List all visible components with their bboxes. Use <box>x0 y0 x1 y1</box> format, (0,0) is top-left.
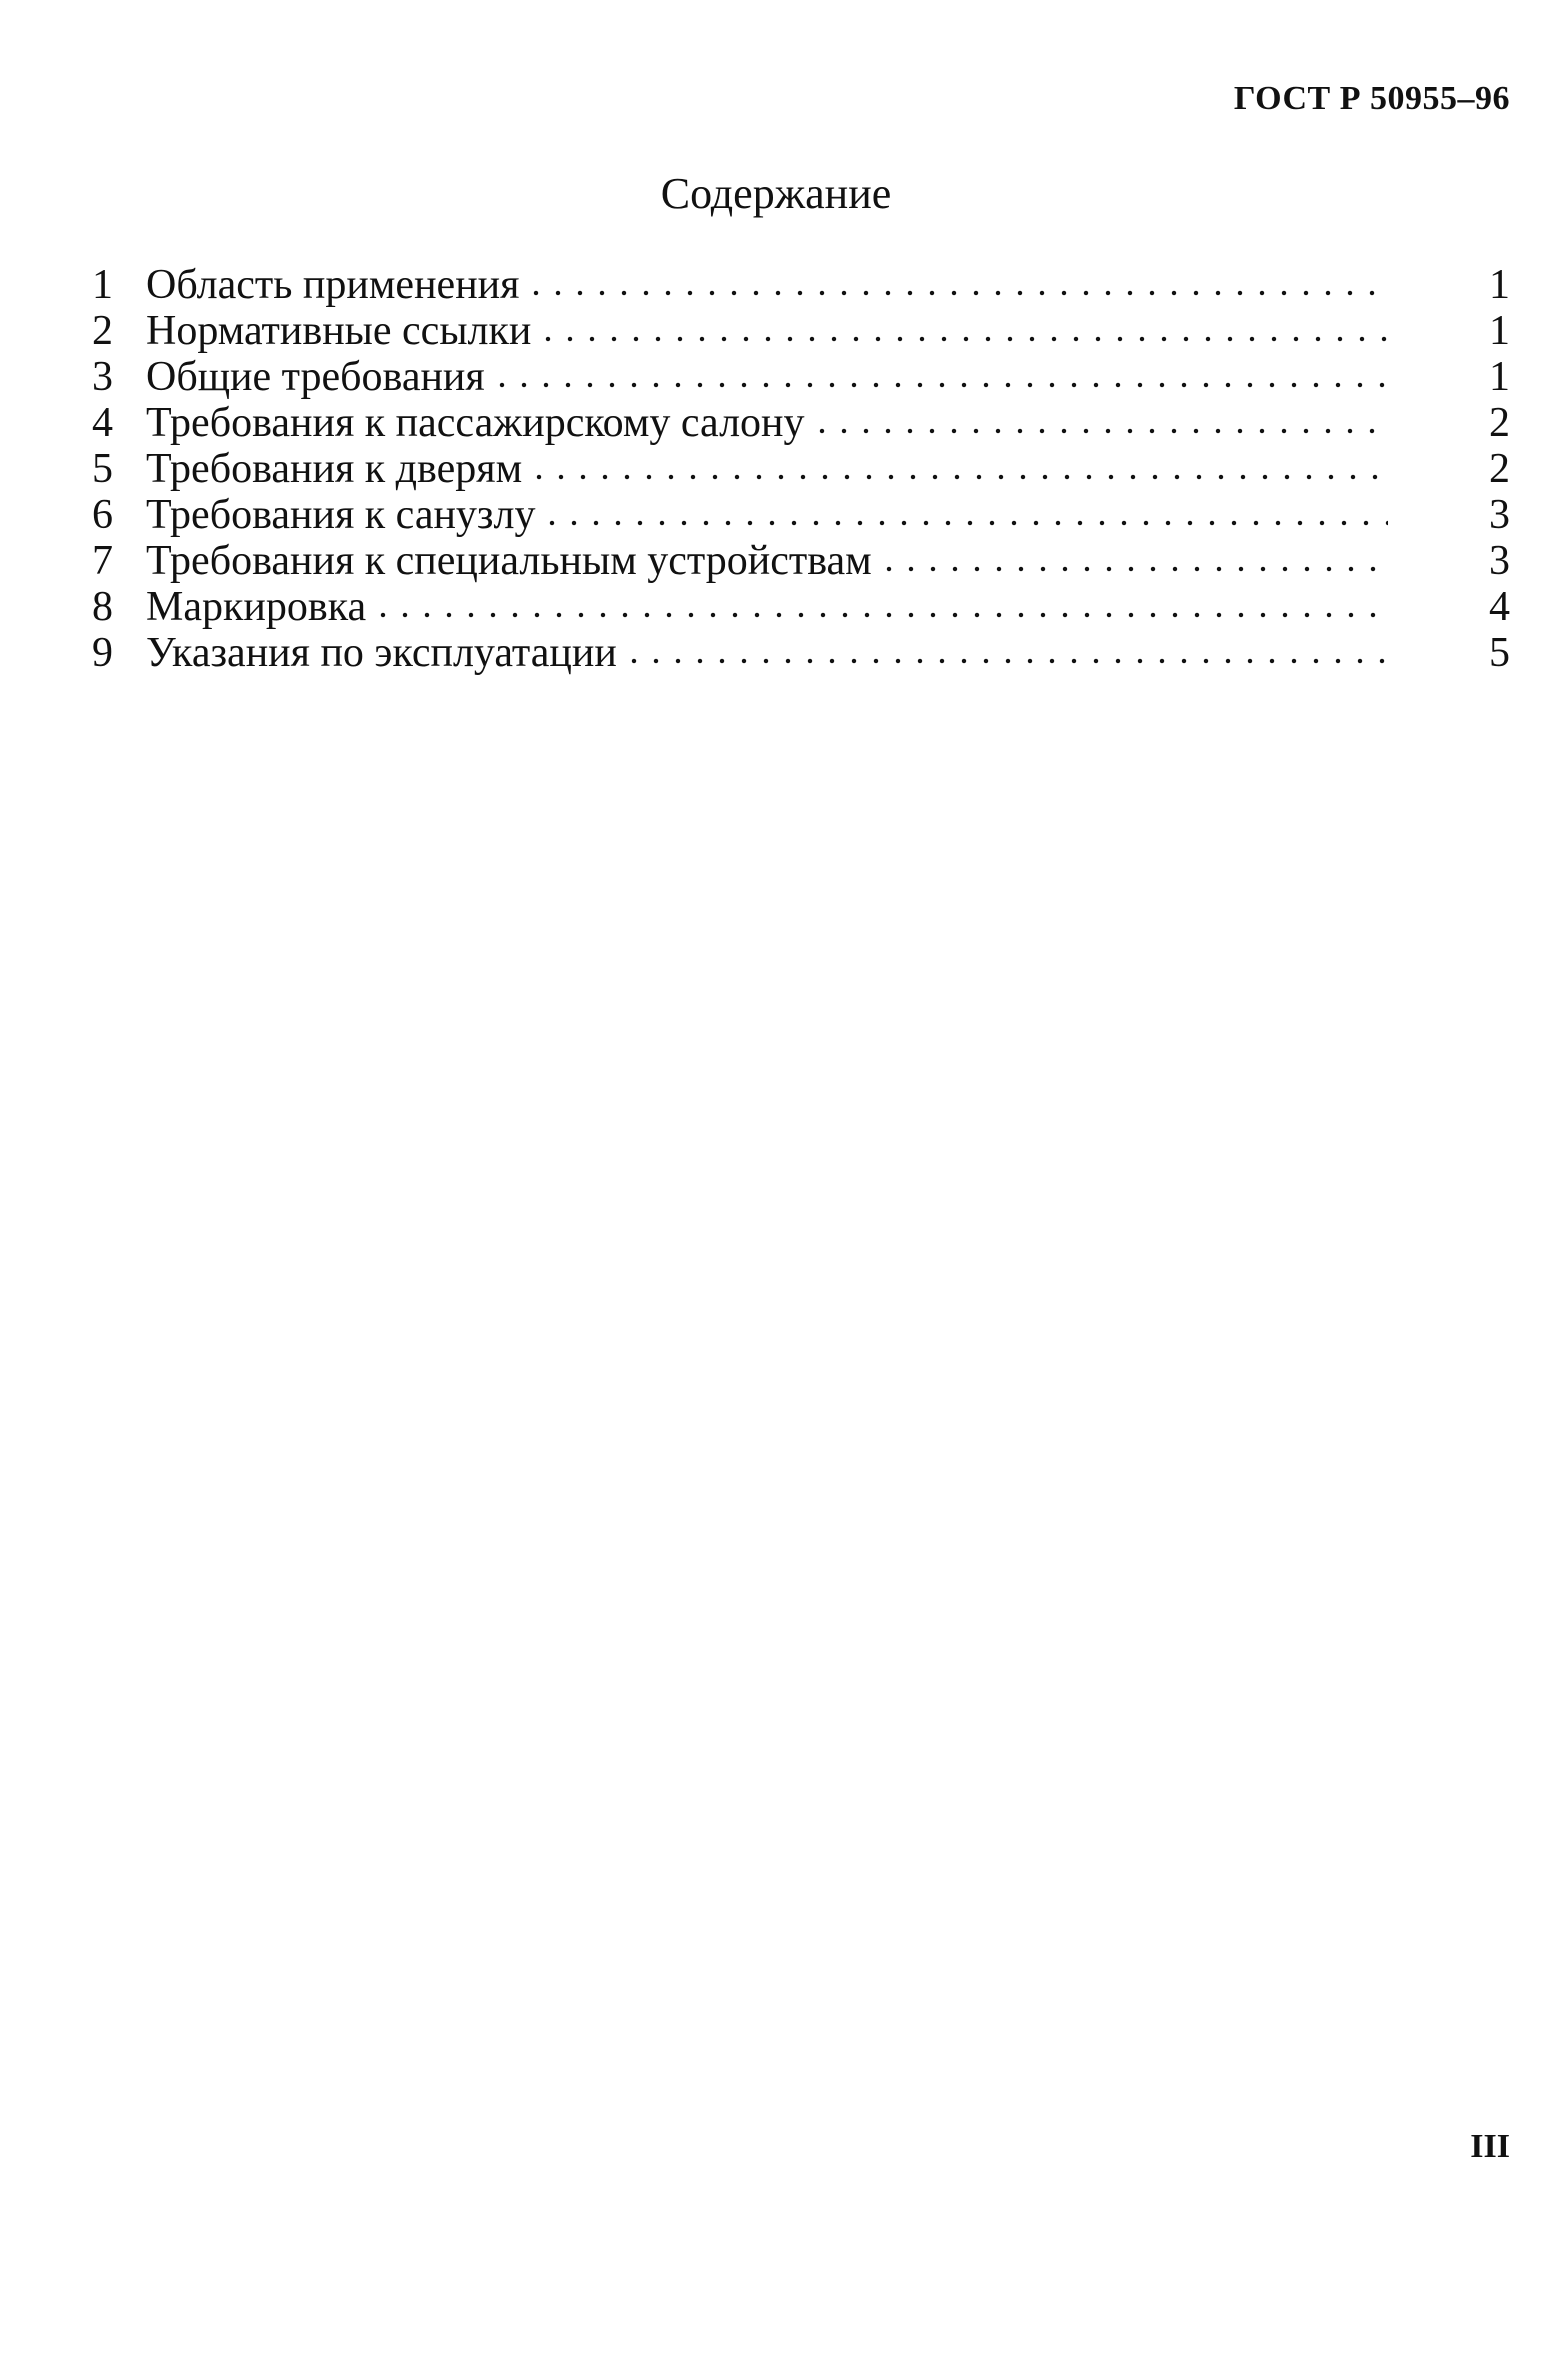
toc-entry-page: 1 <box>1489 262 1510 308</box>
toc-entry-title: Нормативные ссылки <box>146 308 532 354</box>
toc-entry[interactable] <box>92 400 1510 446</box>
toc-entry-number: 7 <box>92 538 113 584</box>
toc-entry-page: 1 <box>1489 308 1510 354</box>
toc-entry-number: 8 <box>92 584 113 630</box>
toc-entry-page: 1 <box>1489 354 1510 400</box>
toc-entry-number: 9 <box>92 630 113 676</box>
toc-entry-title: Маркировка <box>146 584 367 630</box>
toc-entry[interactable] <box>92 354 1510 400</box>
toc-entry-page: 3 <box>1489 492 1510 538</box>
toc-entry-number: 5 <box>92 446 113 492</box>
toc-entry-number: 2 <box>92 308 113 354</box>
dot-leader <box>491 380 1388 390</box>
toc-entry-title: Требования к специальным устройствам <box>146 538 872 584</box>
toc-entry-page: 4 <box>1489 584 1510 630</box>
page-number: III <box>1470 2128 1510 2165</box>
toc-entry-title: Область применения <box>146 262 520 308</box>
dot-leader <box>528 472 1388 482</box>
dot-leader <box>541 518 1388 528</box>
toc-entry-number: 6 <box>92 492 113 538</box>
dot-leader <box>811 426 1388 436</box>
dot-leader <box>623 656 1388 666</box>
toc-entry[interactable] <box>92 584 1510 630</box>
table-of-contents <box>92 262 1510 676</box>
toc-entry[interactable] <box>92 538 1510 584</box>
toc-entry-title: Требования к дверям <box>146 446 523 492</box>
toc-entry-title: Общие требования <box>146 354 485 400</box>
toc-entry-page: 5 <box>1489 630 1510 676</box>
toc-entry-title: Требования к санузлу <box>146 492 536 538</box>
toc-entry-page: 3 <box>1489 538 1510 584</box>
dot-leader <box>372 610 1388 620</box>
toc-entry-title: Указания по эксплуатации <box>146 630 617 676</box>
toc-entry[interactable] <box>92 262 1510 308</box>
toc-entry-number: 1 <box>92 262 113 308</box>
dot-leader <box>878 564 1388 574</box>
toc-entry-page: 2 <box>1489 400 1510 446</box>
document-id-header: ГОСТ Р 50955–96 <box>1233 80 1510 117</box>
toc-entry-title: Требования к пассажирскому салону <box>146 400 805 446</box>
toc-entry-number: 4 <box>92 400 113 446</box>
toc-entry-page: 2 <box>1489 446 1510 492</box>
toc-entry[interactable] <box>92 308 1510 354</box>
toc-entry[interactable] <box>92 446 1510 492</box>
toc-entry[interactable] <box>92 630 1510 676</box>
toc-entry-number: 3 <box>92 354 113 400</box>
dot-leader <box>537 334 1388 344</box>
toc-title: Содержание <box>660 169 892 218</box>
dot-leader <box>525 288 1388 298</box>
toc-entry[interactable] <box>92 492 1510 538</box>
